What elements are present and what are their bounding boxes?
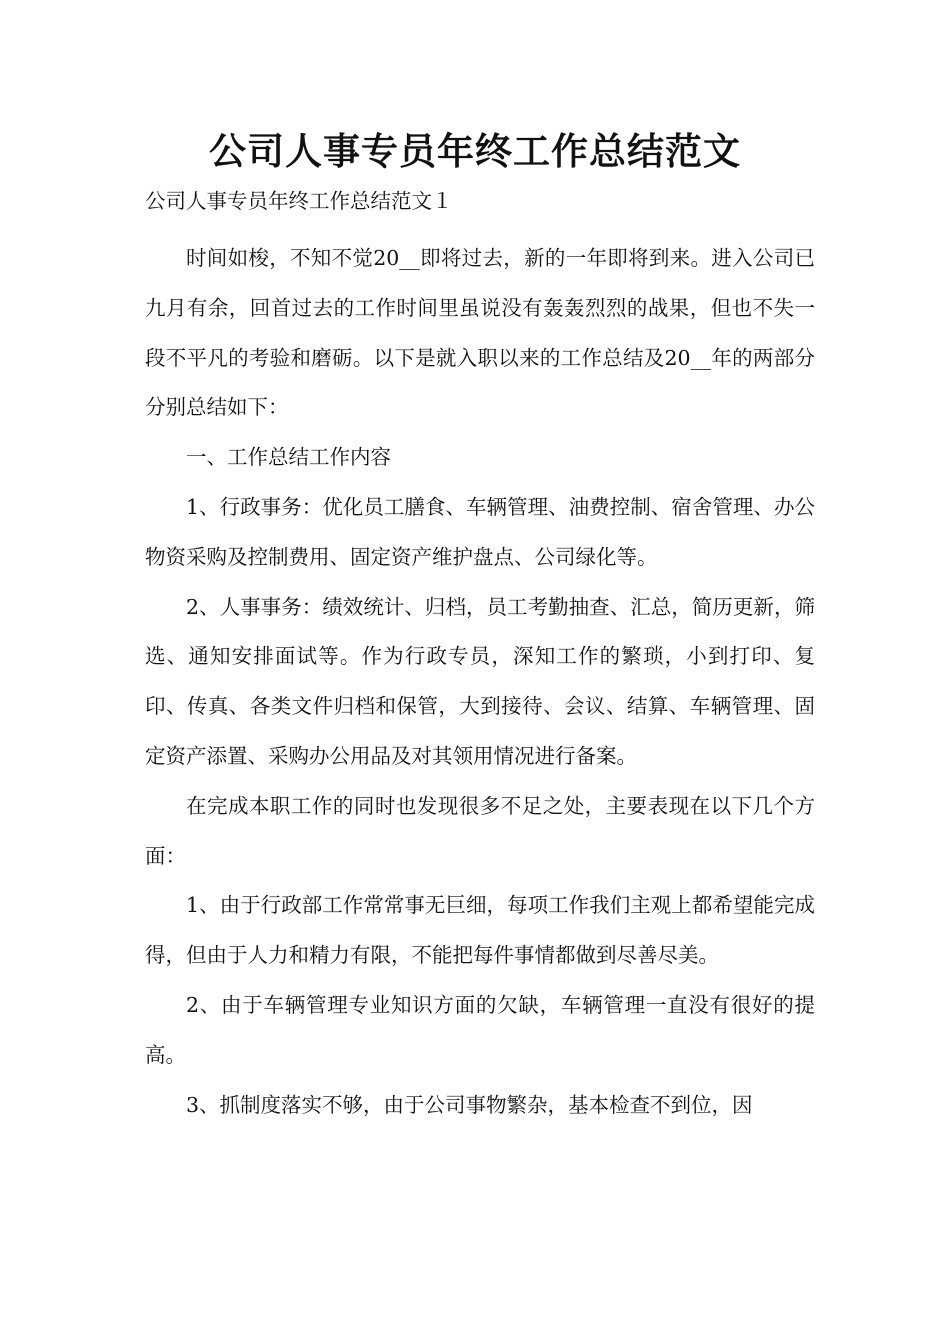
paragraph-shortcoming-2: 2、由于车辆管理专业知识方面的欠缺，车辆管理一直没有很好的提高。 xyxy=(145,992,815,1067)
document-subtitle: 公司人事专员年终工作总结范文１ xyxy=(145,189,453,213)
paragraph-hr-affairs: 2、人事事务：绩效统计、归档，员工考勤抽查、汇总，简历更新，筛选、通知安排面试等。作为行政专员，深知工作的繁琐，小到打印、复印、传真、各类文件归档和保管，大到接待、会议、结算、车辆管理、固定资产添置、采购办公用品及对其领用情况进行备案。 xyxy=(145,594,815,768)
paragraph-shortcomings-intro: 在完成本职工作的同时也发现很多不足之处，主要表现在以下几个方面： xyxy=(145,793,815,868)
paragraph-intro: 时间如梭，不知不觉20__即将过去，新的一年即将到来。进入公司已九月有余，回首过去的工作时间里虽说没有轰轰烈烈的战果，但也不失一段不平凡的考验和磨砺。以下是就入职以来的工作总结及20__年的两部分分别总结如下： xyxy=(145,246,815,420)
document-title: 公司人事专员年终工作总结范文 xyxy=(209,130,741,173)
paragraph-admin-affairs: 1、行政事务：优化员工膳食、车辆管理、油费控制、宿舍管理、办公物资采购及控制费用、固定资产维护盘点、公司绿化等。 xyxy=(145,494,815,569)
paragraph-shortcoming-1: 1、由于行政部工作常常事无巨细，每项工作我们主观上都希望能完成得，但由于人力和精力有限，不能把每件事情都做到尽善尽美。 xyxy=(145,893,815,968)
document-body xyxy=(145,234,815,1130)
section-heading-work-summary: 一、工作总结工作内容 xyxy=(186,445,391,470)
paragraph-shortcoming-3: 3、抓制度落实不够，由于公司事物繁杂，基本检查不到位，因 xyxy=(186,1092,753,1117)
